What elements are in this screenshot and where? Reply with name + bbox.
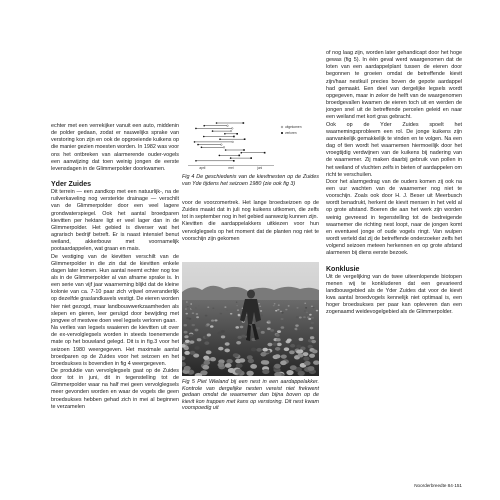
plant-leaf xyxy=(230,313,233,315)
plant-leaf xyxy=(305,307,307,308)
plant-leaf xyxy=(281,355,287,359)
plant-leaf xyxy=(303,316,306,318)
plant-leaf xyxy=(251,348,256,352)
field-photo-image xyxy=(182,262,319,376)
nest-start-marker xyxy=(230,157,232,159)
nest-start-marker xyxy=(225,149,227,151)
nest-start-marker xyxy=(195,160,197,162)
plant-leaf xyxy=(296,307,298,308)
plant-leaf xyxy=(203,356,209,360)
page-footer: Noorderbreedte 84·151 xyxy=(414,483,462,488)
nest-start-marker xyxy=(201,147,203,149)
plant-leaf xyxy=(226,310,228,312)
plant-leaf xyxy=(277,343,282,347)
left-column xyxy=(51,123,179,411)
plant-leaf xyxy=(303,357,309,361)
plant-leaf xyxy=(198,305,200,306)
body-paragraph: Door het alarmgedrag van de ouders komen zij ook na een uur wachten van de waarnemer nog niet te voorschijn. Zoals ook door H. J. Beser uit Meerbusch wordt benadrukt, herkent de kievit mensen in het veld al op grote afstand. Boeren die aan het werk zijn worden weinig gevreesd in tegenstelling tot de bedreigende waarnemer die richting nest loopt, naar de jongen komt en eventueel jonge of oude vogels ringt. Van wulpen wordt verteld dat zij de betreffende onderzoeker zelfs het volgend seizoen meteen herkennen en op grote afstand alarmeren bij diens eerste bezoek. xyxy=(326,178,462,257)
plant-leaf xyxy=(308,345,313,349)
nest-start-marker xyxy=(212,130,214,132)
plant-leaf xyxy=(267,343,272,347)
plant-leaf xyxy=(240,326,244,329)
plant-leaf xyxy=(306,312,308,314)
plant-leaf xyxy=(280,361,287,366)
plant-leaf xyxy=(275,310,277,312)
plant-leaf xyxy=(307,316,310,318)
plant-leaf xyxy=(237,309,239,311)
body-paragraph: De produktie van vervolglegsels gaat op de Zuides door tot in juni, dit in tegenstelling tot de Glimmerpolder waar na half mei geen vervolglegsels meer gevonden worden en waar de vogels die geen broedsukses hebben gehad zich in mei al beginnen te verzamelen xyxy=(51,368,179,410)
plant-leaf xyxy=(184,324,187,326)
plant-leaf xyxy=(192,324,195,326)
plant-leaf xyxy=(281,326,285,329)
plant-leaf xyxy=(267,320,270,322)
plant-leaf xyxy=(214,319,217,321)
plant-leaf xyxy=(311,317,314,319)
plant-leaf xyxy=(273,305,275,306)
plant-leaf xyxy=(186,301,188,302)
plant-leaf xyxy=(191,308,193,309)
plant-leaf xyxy=(236,302,238,303)
plant-leaf xyxy=(225,342,230,346)
plant-leaf xyxy=(297,328,301,331)
plant-leaf xyxy=(207,307,209,308)
chart-tick-label: mei xyxy=(228,166,234,170)
nest-end-marker xyxy=(238,155,240,157)
plant-leaf xyxy=(226,359,232,363)
nest-end-marker xyxy=(233,136,235,138)
plant-leaf xyxy=(288,305,290,306)
nest-end-marker xyxy=(227,125,229,127)
plant-leaf xyxy=(274,364,281,369)
nest-start-marker xyxy=(219,138,221,140)
plant-leaf xyxy=(299,316,302,318)
body-paragraph: of nog laag zijn, worden later gehandicapt door het hoge gewas (fig 5). In één geval werd waargenomen dat de loten van een aardappelplant tussen de eieren door begonnen te groeien omdat de betreffende kievit zijn/haar nestkuil precies boven de gepote aardappel had gemaakt. Een deel van dergelijke legsels wordt opgegeven, maar in zeker de helft van de waargenomen broedgevallen kwamen de eieren toch uit en werden de jongen snel uit de betreffende percelen geleid en naar een weiland met kort gras gebracht. xyxy=(326,50,462,121)
plant-leaf xyxy=(278,304,280,305)
nest-start-marker xyxy=(203,136,205,138)
figure-4-caption: Fig 4 De geschiedenis van de kievitnesten op de Zuides van Yde tijdens het seizoen 1980 (zie ook fig 3) xyxy=(182,174,319,187)
plant-leaf xyxy=(238,314,241,316)
plant-leaf xyxy=(220,313,223,315)
plant-leaf xyxy=(207,333,211,336)
nest-end-marker xyxy=(250,157,252,159)
plant-leaf xyxy=(196,316,199,318)
plant-leaf xyxy=(310,336,314,339)
plant-leaf xyxy=(235,326,239,329)
plant-leaf xyxy=(261,331,265,334)
plant-leaf xyxy=(190,303,192,304)
plant-leaf xyxy=(286,370,293,375)
plant-leaf xyxy=(195,307,197,308)
plant-leaf xyxy=(276,338,281,341)
plant-leaf xyxy=(312,307,314,308)
nest-start-marker xyxy=(194,141,196,143)
plant-leaf xyxy=(184,366,191,371)
plant-leaf xyxy=(310,327,314,330)
plant-leaf xyxy=(221,330,225,333)
plant-leaf xyxy=(275,334,279,337)
plant-leaf xyxy=(316,310,318,312)
nest-end-marker xyxy=(231,128,233,130)
plant-leaf xyxy=(190,351,196,355)
plant-leaf xyxy=(206,323,209,325)
plant-leaf xyxy=(185,313,188,315)
body-paragraph: Na verlies van legsels waaieren de kievitten uit over de ex-vervolglegsels worden in steeds toenemende mate op het bouwland gelegd. Dit is in fig.3 voor het seizoen 1980 weergegeven. Het maximale aantal broedparen op de Zuides voor het seizoen en het broedsukses is bovendien in fig 4 weergegeven. xyxy=(51,325,179,367)
nest-end-marker xyxy=(243,122,245,124)
body-paragraph: Ook op de Yder Zuides spoelt het waarnemingsprobleem een rol. De jonge kuikens zijn aanvankelijk gemakkelijk te vinden en te volgen. Na een dag of tien wordt het waarnemen hiermoeilijk door het vroegtijdig verdwijnen van de kuikens bij nadering van de waarnemer. Zij maken daarbij gebruik van pollen in het weiland of vluchten zelfs in bieten of aardappelen om richt te verschuilen. xyxy=(326,121,462,178)
nest-end-marker xyxy=(264,152,266,154)
plant-leaf xyxy=(235,369,242,374)
plant-leaf xyxy=(206,350,212,354)
body-paragraph: De vestiging van de kievitten verschilt van de Glimmerpolder in die zin dat de kievitten enkele dagen later komen. Hun aantal neemt echter nog toe als in de Glimmerpolder al van afname sprake is. In een serie van vijf jaar waarneming blijkt dat de kleine kolonie van ca. 7-10 paar zich vrijwel onveranderlijk op dezelfde graslandkavels vestigt. De eieren worden hier niet gezogd, maar landbouwwerkzaamheden als slepen en gieren, leer geruïgd door bewijding met jongvee of mestvee doen veel legsels verloren gaan. xyxy=(51,253,179,324)
plant-leaf xyxy=(275,347,280,351)
plant-leaf xyxy=(212,307,214,308)
plant-leaf xyxy=(205,315,208,317)
plant-leaf xyxy=(298,353,304,357)
plant-leaf xyxy=(277,309,279,311)
plant-leaf xyxy=(296,316,299,318)
plant-leaf xyxy=(309,314,312,316)
body-paragraph: Uit de vergelijking van de twee uiteenlopende biotopen menen wij te konkluderen dat een gevarieerd landbouwgebied als de Yder Zuides dat voor de kievit kwa aantal broedvogels kennelijk niet optimaal is, een hoger broedsukses per paar kan opleveren dan een zogenaamd weidevogelgebied als de Glimmerpolder. xyxy=(326,273,462,316)
nest-start-marker xyxy=(216,122,218,124)
figure-5-photo xyxy=(182,262,319,376)
legend-label: verloren xyxy=(285,131,297,135)
plant-leaf xyxy=(274,354,280,358)
section-heading-konklusie: Konklusie xyxy=(326,265,360,273)
body-paragraph: Dit terrein — een zandkop met een natuurlijk-, na de ruilverkaveling nog versterkte drainage — verschilt van de Glimmerpolder door een veel lagere grondwaterspiegel. Ook het aantal broedparen kievitten per hektare ligt er veel lager dan in de Glimmerpolder. Het gebied is diverser wat het agrarisch bedrijf betreft. Er is naast intensief benut weiland, akkerbouw met voornamelijk pootaardappelen, wat graan en mais. xyxy=(51,189,179,253)
plant-leaf xyxy=(297,371,304,376)
nest-end-marker xyxy=(232,141,234,143)
nest-start-marker xyxy=(195,128,197,130)
right-column xyxy=(326,50,462,316)
plant-leaf xyxy=(259,306,261,307)
nest-end-marker xyxy=(244,138,246,140)
plant-leaf xyxy=(258,303,260,304)
plant-leaf xyxy=(277,330,281,333)
plant-leaf xyxy=(224,348,230,352)
figure-4-chart xyxy=(182,120,319,170)
plant-leaf xyxy=(184,331,188,334)
body-paragraph: voor de voorzomertrek. Het lange broedseizoen op de Zuides maakt dat in juli nog kuikens uitkomen, die zelfs tot in september nog in het gebied aanwezig kunnen zijn. xyxy=(182,200,319,221)
plant-leaf xyxy=(204,360,211,365)
middle-column xyxy=(182,200,319,243)
plant-leaf xyxy=(246,371,253,376)
plant-leaf xyxy=(295,324,299,326)
nest-end-marker xyxy=(236,133,238,135)
plant-leaf xyxy=(250,364,257,369)
chart-tick-label: juni xyxy=(257,166,263,170)
plant-leaf xyxy=(263,360,270,365)
plant-leaf xyxy=(281,312,283,314)
figure-5-caption: Fig 5 Piet Wieland bij een nest in een aardappelakker. Kontrole van dergelijke nesten vereist niet frekwent gedaan omdat de waarnemer dan bijna boven op de kievit kon trappen met kans op verstoring. Dit nest kwam voorspoedig uit xyxy=(182,379,319,412)
plant-leaf xyxy=(204,341,209,344)
plant-leaf xyxy=(299,338,304,341)
plant-leaf xyxy=(210,325,214,328)
plant-leaf xyxy=(304,310,306,312)
plant-leaf xyxy=(236,305,238,306)
plant-leaf xyxy=(185,308,187,310)
plant-leaf xyxy=(210,357,216,361)
body-paragraph: Kievitten die aardappelakkers uitkiezen voor hun vervolglegsels op het moment dat de planten nog niet te voorschijn zijn gekomen xyxy=(182,221,319,242)
plant-leaf xyxy=(218,347,223,351)
plant-leaf xyxy=(256,327,260,330)
plant-leaf xyxy=(280,311,282,313)
plant-leaf xyxy=(289,350,295,354)
plant-leaf xyxy=(290,365,297,370)
plant-leaf xyxy=(311,340,316,343)
plant-leaf xyxy=(184,351,190,355)
plant-leaf xyxy=(312,350,318,354)
plant-leaf xyxy=(261,315,264,317)
legend-marker xyxy=(281,132,283,134)
plant-leaf xyxy=(304,303,306,304)
body-paragraph: echter met een verrekijker vanuit een auto, middenin de polder gedaan, zodat er nauwelijks sprake van verstoring kon zijn en ook de opgroeiende kuikens op die manier gezien moesten worden. In 1982 was voor ons het ontbreken van alarmerende ouder-vogels een aanwijzing dat toen weinig jongen de eerste levensdagen in de Glimmerpolder doorkwamen. xyxy=(51,123,179,172)
plant-leaf xyxy=(262,369,269,374)
plant-leaf xyxy=(233,353,239,357)
plant-leaf xyxy=(262,348,267,352)
plant-leaf xyxy=(186,317,189,319)
nest-start-marker xyxy=(224,133,226,135)
plant-leaf xyxy=(307,366,314,371)
plant-leaf xyxy=(217,332,221,335)
plant-leaf xyxy=(296,350,302,354)
plant-leaf xyxy=(187,306,189,307)
plant-leaf xyxy=(236,363,243,368)
plant-leaf xyxy=(197,338,202,341)
plant-leaf xyxy=(260,310,262,312)
nest-end-marker xyxy=(233,160,235,162)
plant-leaf xyxy=(290,344,295,348)
plant-leaf xyxy=(196,313,199,315)
plant-leaf xyxy=(241,335,245,338)
plant-leaf xyxy=(202,365,209,370)
plant-leaf xyxy=(287,338,292,341)
plant-leaf xyxy=(256,348,261,352)
plant-leaf xyxy=(285,309,287,311)
plant-leaf xyxy=(235,359,241,363)
plant-leaf xyxy=(284,347,289,351)
plant-leaf xyxy=(281,318,284,320)
legend-marker xyxy=(281,126,283,128)
nest-end-marker xyxy=(223,147,225,149)
plant-leaf xyxy=(274,303,276,304)
plant-leaf xyxy=(261,352,267,356)
nest-end-marker xyxy=(243,149,245,151)
legend-label: uitgekomen xyxy=(285,125,302,129)
plant-leaf xyxy=(221,335,225,338)
nest-start-marker xyxy=(219,155,221,157)
plant-leaf xyxy=(211,320,214,322)
plant-leaf xyxy=(304,361,311,366)
plant-leaf xyxy=(311,306,313,307)
plant-leaf xyxy=(311,322,314,324)
plant-leaf xyxy=(189,334,193,337)
plant-leaf xyxy=(270,329,274,332)
plant-leaf xyxy=(195,329,199,332)
nest-timeline-chart xyxy=(182,120,319,170)
section-heading-yder-zuides: Yder Zuides xyxy=(51,181,92,189)
plant-leaf xyxy=(217,363,224,368)
plant-leaf xyxy=(267,327,271,330)
nest-start-marker xyxy=(197,144,199,146)
plant-leaf xyxy=(272,342,277,346)
nest-end-marker xyxy=(230,130,232,132)
plant-leaf xyxy=(309,354,315,358)
chart-tick-label: april xyxy=(199,166,206,170)
plant-leaf xyxy=(194,346,199,350)
plant-leaf xyxy=(236,341,241,344)
plant-leaf xyxy=(225,363,232,368)
plant-leaf xyxy=(192,312,195,314)
plant-leaf xyxy=(224,306,226,307)
plant-leaf xyxy=(190,340,195,343)
nest-start-marker xyxy=(240,152,242,154)
nest-start-marker xyxy=(203,125,205,127)
plant-leaf xyxy=(296,344,301,348)
plant-leaf xyxy=(282,303,284,304)
plant-leaf xyxy=(185,340,190,343)
nest-end-marker xyxy=(221,144,223,146)
plant-leaf xyxy=(248,359,254,363)
